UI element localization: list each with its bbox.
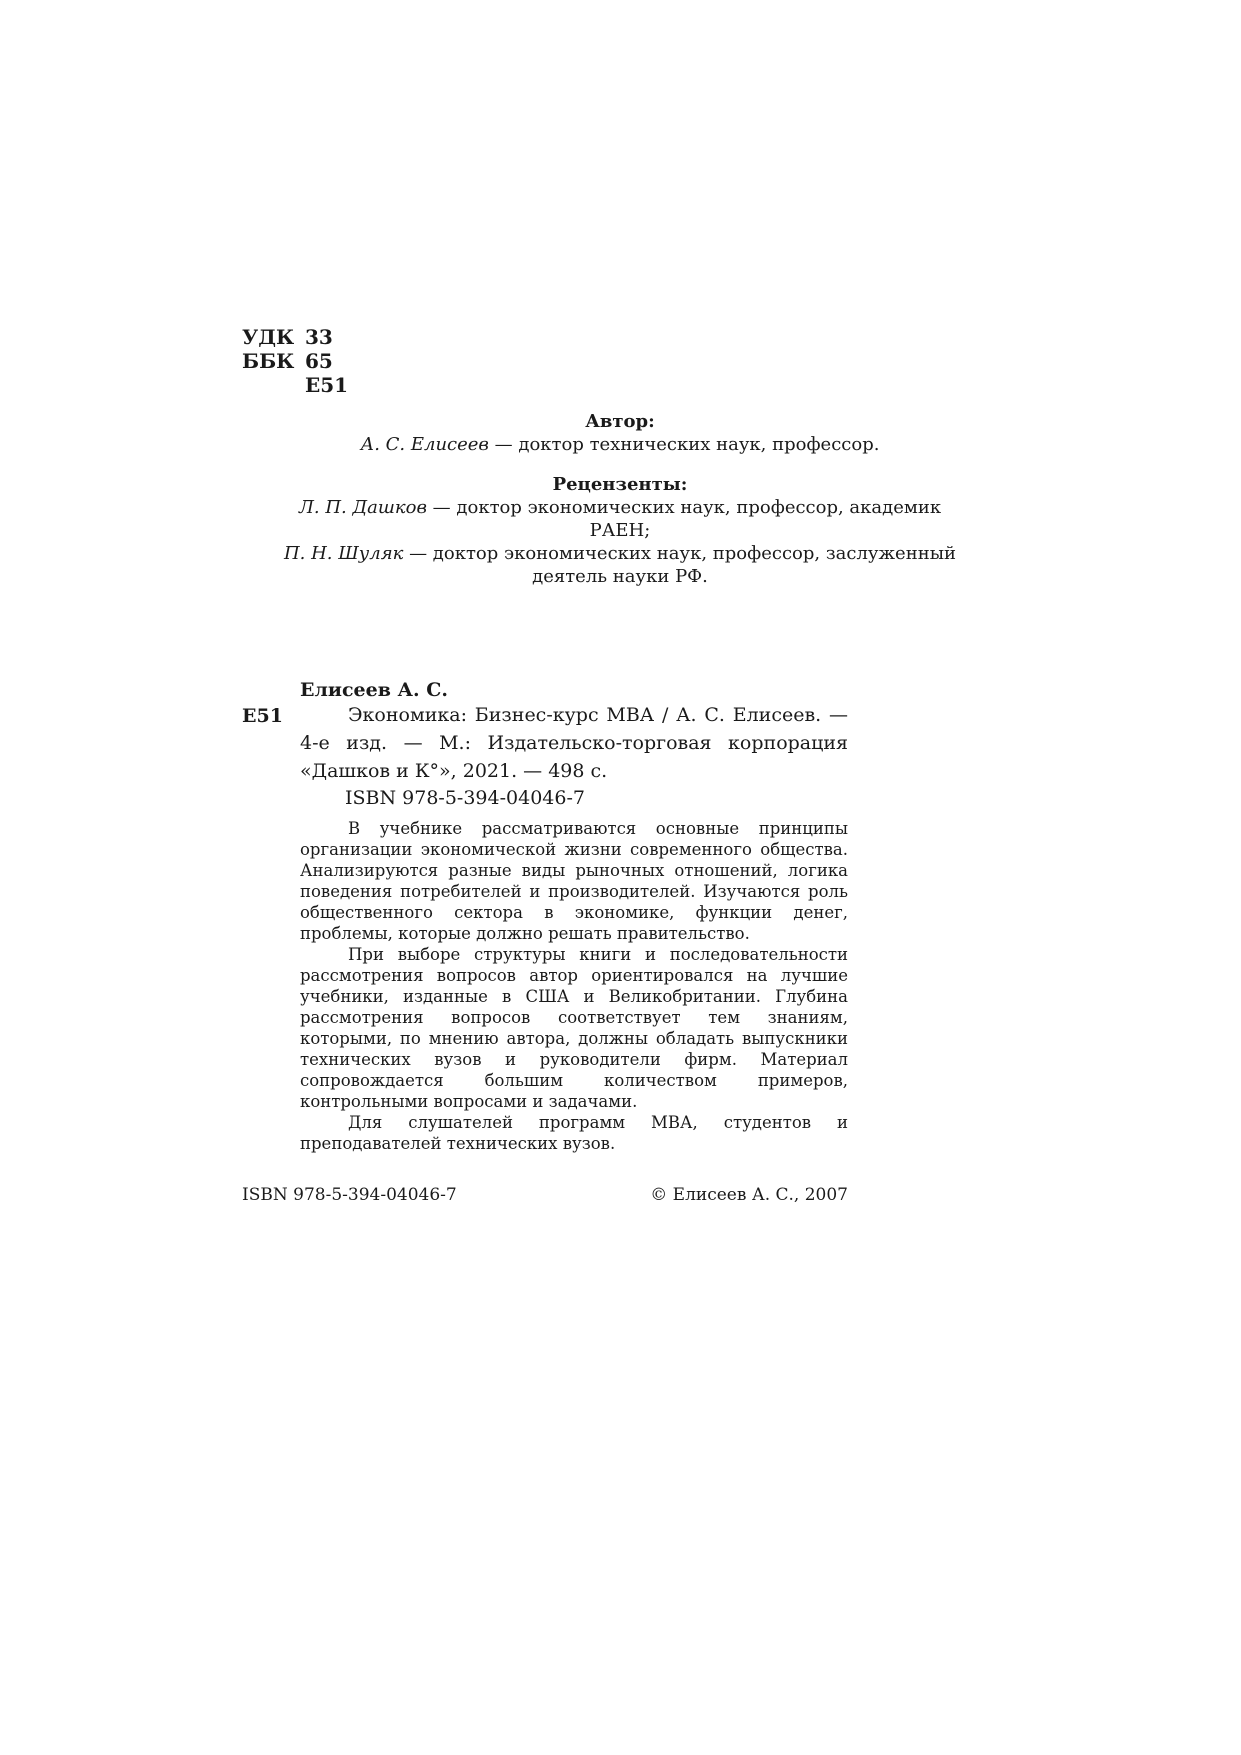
reviewers-section [270,473,970,588]
bbk-value: 65 [305,349,333,373]
reviewer-1-line-2: РАЕН; [589,520,651,541]
bib-description-text: Экономика: Бизнес-курс МВА / А. С. Елисеев. — 4-е изд. — М.: Издательско-торговая корпорация «Дашков и К°», 2021. — 498 с. [300,704,848,782]
author-heading: Автор: [585,411,655,432]
author-desc: — доктор технических наук, профессор. [488,434,880,455]
bib-author-heading: Елисеев А. С. [300,679,448,701]
author-line [270,433,970,456]
author-name: А. С. Елисеев [360,434,489,455]
author-mark: Е51 [305,373,349,397]
bib-description [300,701,848,785]
author-section [270,410,970,456]
reviewer-2-line-2: деятель науки РФ. [532,566,708,587]
reviewer-1-desc: — доктор экономических наук, профессор, академик [426,497,942,518]
udk-value: 33 [305,325,333,349]
footer-isbn: ISBN 978-5-394-04046-7 [242,1185,457,1205]
bib-isbn: ISBN 978-5-394-04046-7 [345,787,585,809]
annotation-paragraph-1: В учебнике рассматриваются основные принципы организации экономической жизни современного общества. Анализируются разные виды рыночных отношений, логика поведения потребителей и производителей. Изучаются роль общественного сектора в экономике, функции денег, проблемы, которые должно решать правительство. [300,819,848,943]
reviewers-heading: Рецензенты: [552,474,688,495]
reviewer-2-desc: — доктор экономических наук, профессор, заслуженный [403,543,957,564]
bib-code: Е51 [242,705,283,727]
annotation-paragraph-2: При выборе структуры книги и последовательности рассмотрения вопросов автор ориентировался на лучшие учебники, изданные в США и Великобритании. Глубина рассмотрения вопросов соответствует тем знаниям, которыми, по мнению автора, должны обладать выпускники технических вузов и руководители фирм. Материал сопровождается большим количеством примеров, контрольными вопросами и задачами. [300,945,848,1111]
footer-copyright: © Елисеев А. С., 2007 [650,1185,848,1205]
annotation-paragraph-3: Для слушателей программ МВА, студентов и преподавателей технических вузов. [300,1113,848,1153]
reviewer-2-line [270,542,970,565]
reviewer-1-name: Л. П. Дашков [298,497,427,518]
annotation [300,818,848,1154]
udk-label: УДК [242,325,295,349]
reviewer-1-line [270,496,970,519]
bbk-label: ББК [242,349,295,373]
reviewer-2-name: П. Н. Шуляк [283,543,404,564]
